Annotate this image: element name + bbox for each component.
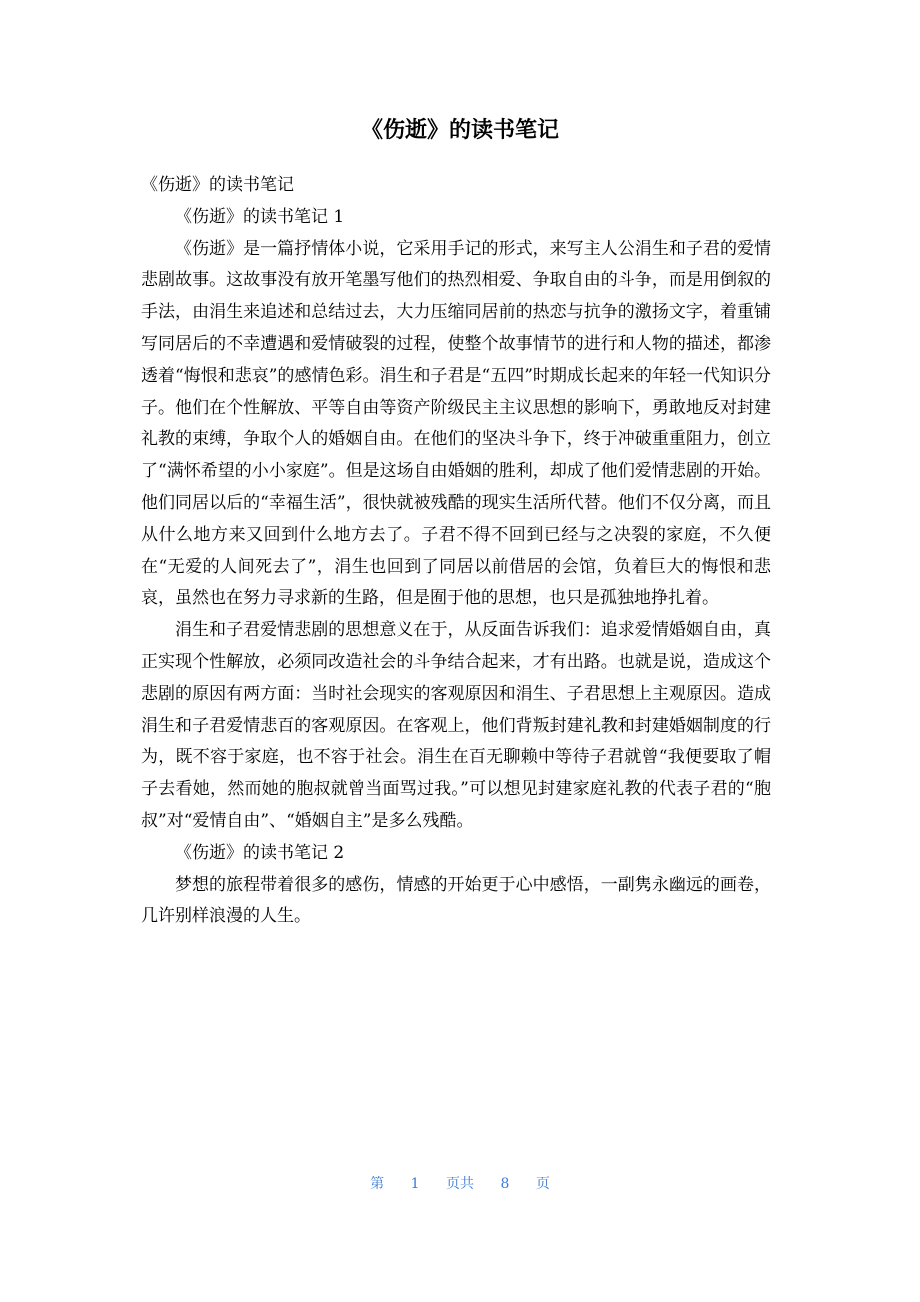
page-label-prefix: 第 [370, 1176, 385, 1192]
document-subtitle: 《伤逝》的读书笔记 [141, 175, 294, 195]
page-number-footer [0, 1173, 920, 1195]
section-heading-note-1: 《伤逝》的读书笔记 1 [175, 206, 345, 227]
document-body [141, 170, 771, 933]
total-pages-number: 8 [500, 1176, 510, 1192]
page-label-suffix: 页 [535, 1176, 550, 1192]
current-page-number: 1 [410, 1176, 420, 1192]
paragraph-note-2-1: 梦想的旅程带着很多的感伤，情感的开始更于心中感悟，一副隽永幽远的画卷，几许别样浪漫的人生。 [141, 874, 771, 927]
page-label-middle: 页共 [446, 1176, 474, 1192]
paragraph-note-1-1: 《伤逝》是一篇抒情体小说，它采用手记的形式，来写主人公涓生和子君的爱情悲剧故事。这故事没有放开笔墨写他们的热烈相爱、争取自由的斗争，而是用倒叙的手法，由涓生来追述和总结过去，大力压缩同居前的热恋与抗争的激扬文字，着重铺写同居后的不幸遭遇和爱情破裂的过程，使整个故事情节的进行和人物的描述，都渗透着“悔恨和悲哀”的感情色彩。涓生和子君是“五四”时期成长起来的年轻一代知识分子。他们在个性解放、平等自由等资产阶级民主主议思想的影响下，勇敢地反对封建礼教的束缚，争取个人的婚姻自由。在他们的坚决斗争下，终于冲破重重阻力，创立了“满怀希望的小小家庭”。但是这场自由婚姻的胜利，却成了他们爱情悲剧的开始。他们同居以后的“幸福生活”，很快就被残酷的现实生活所代替。他们不仅分离，而且从什么地方来又回到什么地方去了。子君不得不回到已经与之决裂的家庭，不久便在“无爱的人间死去了”，涓生也回到了同居以前借居的会馆，负着巨大的悔恨和悲哀，虽然也在努力寻求新的生路，但是囿于他的思想，也只是孤独地挣扎着。 [141, 238, 771, 609]
paragraph-note-1-2: 涓生和子君爱情悲剧的思想意义在于，从反面告诉我们：追求爱情婚姻自由，真正实现个性解放，必须同改造社会的斗争结合起来，才有出路。也就是说，造成这个悲剧的原因有两方面：当时社会现实的客观原因和涓生、子君思想上主观原因。造成涓生和子君爱情悲百的客观原因。在客观上，他们背叛封建礼教和封建婚姻制度的行为，既不容于家庭，也不容于社会。涓生在百无聊赖中等待子君就曾“我便要取了帽子去看她，然而她的胞叔就曾当面骂过我。”可以想见封建家庭礼教的代表子君的“胞叔”对“爱情自由”、“婚姻自主”是多么残酷。 [141, 620, 771, 831]
page-title: 《伤逝》的读书笔记 [360, 118, 559, 143]
section-heading-note-2: 《伤逝》的读书笔记 2 [175, 842, 345, 863]
